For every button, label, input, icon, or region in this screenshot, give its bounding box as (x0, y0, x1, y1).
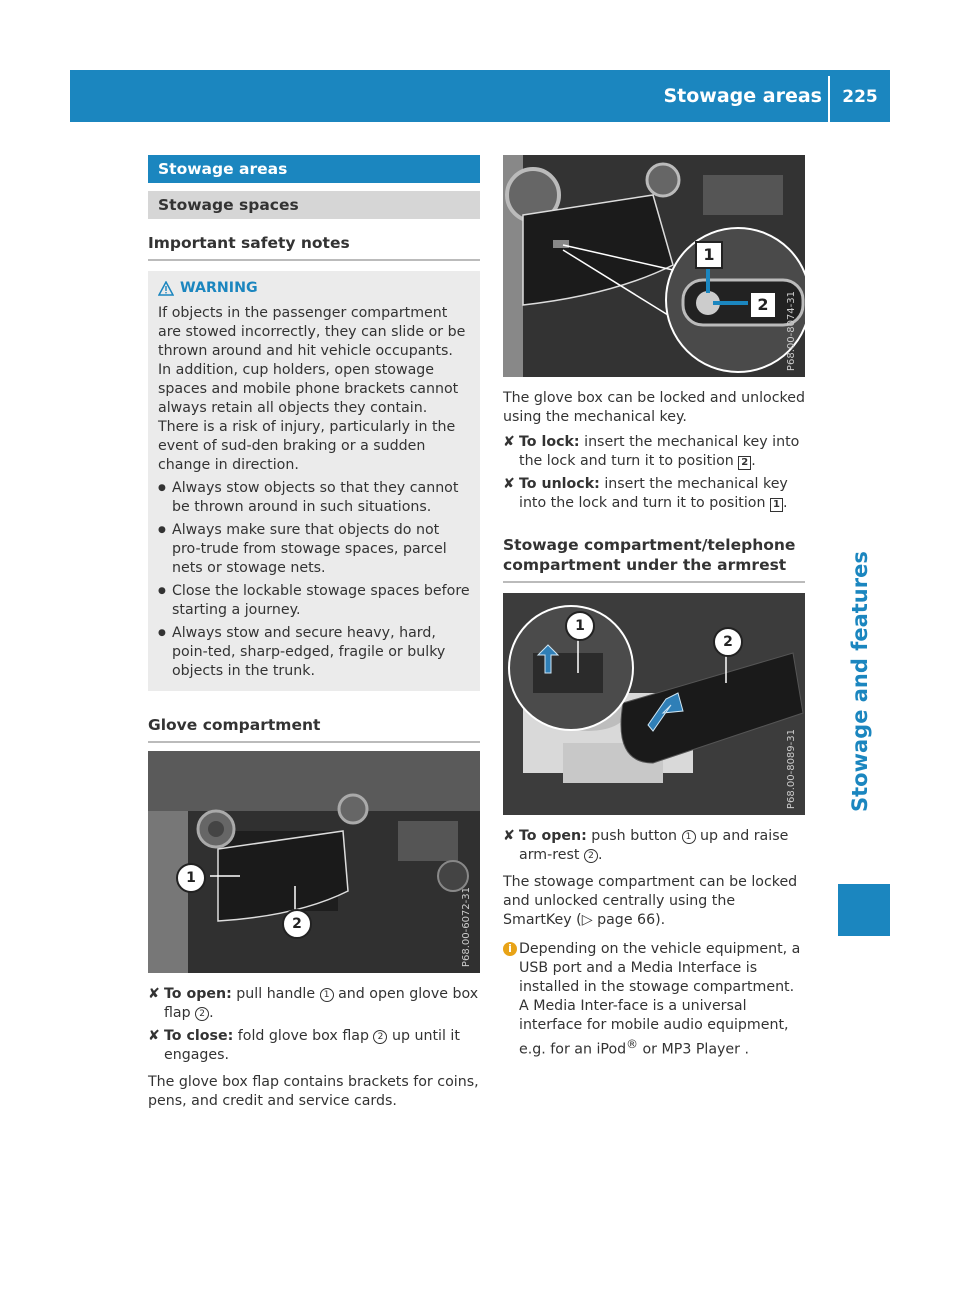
chapter-side-tab (838, 122, 890, 1122)
figure-callout: 1 (695, 241, 723, 269)
warning-bullet: ● Always stow and secure heavy, hard, poin-ted, sharp-edged, fragile or bulky objects in the trunk. (158, 624, 470, 681)
warning-bullet: ● Always make sure that objects do not pro-trude from stowage spaces, parcel nets or stowage nets. (158, 521, 470, 578)
central-lock-paragraph: The stowage compartment can be locked and unlocked centrally using the SmartKey (▷ page 66). (503, 874, 798, 928)
circled-number: 2 (195, 1007, 209, 1021)
warning-bullet: ● Close the lockable stowage spaces before starting a journey. (158, 582, 470, 620)
step-close: ✘ To close: fold glove box flap 2 up until it engages. (148, 1028, 460, 1063)
circled-number: 2 (584, 849, 598, 863)
heading-glove-compartment: Glove compartment (148, 715, 480, 743)
header-bar (70, 70, 890, 122)
circled-number: 1 (682, 830, 696, 844)
step-open-armrest: ✘ To open: push button 1 up and raise arm-rest 2 . (503, 828, 789, 863)
figure-callout: 2 (282, 909, 312, 939)
heading-safety-notes: Important safety notes (148, 233, 480, 261)
page-reference-link[interactable]: (▷ page 66). (576, 912, 666, 928)
lock-paragraph: The glove box can be locked and unlocked using the mechanical key. (503, 390, 805, 425)
step-lock: ✘ To lock: insert the mechanical key into the lock and turn it to position 2 . (503, 434, 800, 469)
header-title: Stowage areas (663, 85, 822, 107)
figure-code: P68.00-8074-31 (786, 290, 797, 371)
glove-compartment-figure (148, 751, 480, 973)
warning-bullet: ● Always stow objects so that they cannot be thrown around in such situations. (158, 479, 470, 517)
warning-box (148, 271, 480, 691)
warning-label: WARNING (180, 280, 258, 296)
left-column (148, 155, 480, 1111)
chapter-marker (838, 884, 890, 936)
subsection-bar: Stowage spaces (148, 191, 480, 219)
glove-compartment-illustration (148, 751, 480, 973)
step-arrow-icon: ✘ (148, 986, 160, 1002)
info-icon: i (503, 942, 517, 956)
figure-code: P68.00-8089-31 (786, 728, 797, 809)
circled-number: 1 (320, 988, 334, 1002)
figure-callout: 1 (176, 863, 206, 893)
position-number: 2 (738, 456, 751, 470)
heading-armrest: Stowage compartment/telephone compartment under the armrest (503, 535, 805, 583)
section-bar: Stowage areas (148, 155, 480, 183)
circled-number: 2 (373, 1030, 387, 1044)
step-arrow-icon: ✘ (503, 434, 515, 450)
warning-triangle-icon (158, 281, 174, 296)
step-arrow-icon: ✘ (148, 1028, 160, 1044)
armrest-illustration (503, 593, 805, 815)
step-arrow-icon: ✘ (503, 476, 515, 492)
glove-box-paragraph: The glove box flap contains brackets for coins, pens, and credit and service cards. (148, 1074, 479, 1109)
chapter-label: Stowage and features (848, 551, 872, 812)
right-column (503, 155, 805, 1060)
figure-callout: 2 (713, 627, 743, 657)
figure-code: P68.00-6072-31 (461, 886, 472, 967)
position-number: 1 (770, 498, 783, 512)
figure-callout: 2 (749, 291, 777, 319)
figure-callout: 1 (565, 611, 595, 641)
armrest-figure (503, 593, 805, 815)
glove-lock-figure (503, 155, 805, 377)
step-arrow-icon: ✘ (503, 828, 515, 844)
step-unlock: ✘ To unlock: insert the mechanical key into the lock and turn it to position 1 . (503, 476, 788, 511)
warning-text: If objects in the passenger compartment are stowed incorrectly, they can slide or be thrown around and hit vehicle occupants. In addition, cup holders, open stowage spaces and mobile phone brackets cannot always retain all objects they contain. There is a risk of injury, particularly in the event of sud-den braking or a sudden change in direction. (158, 305, 466, 473)
glove-lock-illustration (503, 155, 805, 377)
step-open: ✘ To open: pull handle 1 and open glove box flap 2 . (148, 986, 479, 1021)
info-note: i Depending on the vehicle equipment, a USB port and a Media Interface is installed in the stowage compartment. A Media Inter-face is a universal interface for mobile audio equipment, e.g. for an iPod® or MP3 Player . (503, 940, 805, 1060)
page-number: 225 (842, 87, 878, 107)
